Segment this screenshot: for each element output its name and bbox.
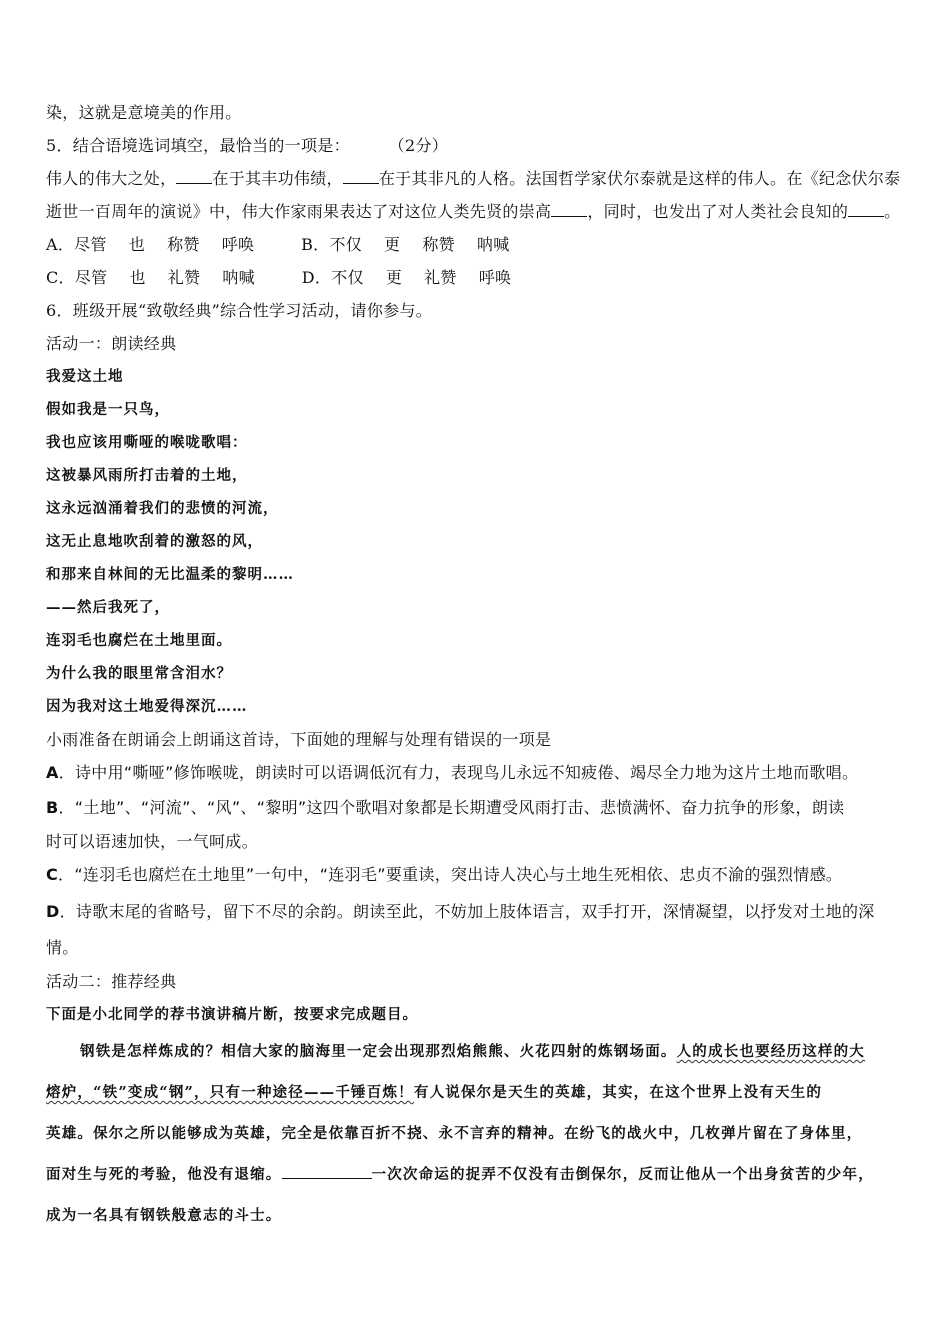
blank-3[interactable] — [551, 203, 587, 217]
poem-line: 因为我对这土地爱得深沉…… — [46, 698, 248, 715]
speech-line-1: 钢铁是怎样炼成的？相信大家的脑海里一定会出现那烈焰熊熊、火花四射的炼钢场面。人的成长也要经历这样的大 — [80, 1043, 866, 1060]
option-b[interactable]: B．不仅 更 称赞 呐喊 — [301, 235, 510, 254]
wavy-underlined-text: 人的成长也要经历这样的大 — [676, 1043, 866, 1060]
document-page — [46, 96, 916, 1236]
poem — [46, 360, 916, 723]
poem-line: 我也应该用嘶哑的喉咙歌唱： — [46, 434, 248, 451]
q6-question: 小雨准备在朗诵会上朗诵这首诗，下面她的理解与处理有错误的一项是 — [46, 730, 552, 749]
choice-b-continued: 时可以语速加快，一气呵成。 — [46, 832, 258, 851]
speech-line-4: 面对生与死的考验，他没有退缩。 一次次命运的捉弄不仅没有击倒保尔，反而让他从一个出身贫苦的少年， — [46, 1166, 874, 1183]
q5-options-row-2 — [46, 261, 916, 294]
poem-line: 和那来自林间的无比温柔的黎明…… — [46, 566, 294, 583]
answer-blank[interactable] — [282, 1165, 372, 1179]
activity-1-heading: 活动一：朗读经典 — [46, 334, 177, 353]
blank-2[interactable] — [343, 170, 379, 184]
poem-line: 为什么我的眼里常含泪水？ — [46, 665, 232, 682]
poem-line: ——然后我死了， — [46, 599, 170, 616]
blank-1[interactable] — [176, 170, 212, 184]
poem-line: 这无止息地吹刮着的激怒的风， — [46, 533, 263, 550]
q5-text-line-1: 伟人的伟大之处， 在于其丰功伟绩， 在于其非凡的人格。法国哲学家伏尔泰就是这样的伟人。在《纪念伏尔泰 — [46, 169, 901, 188]
wavy-underlined-text: 熔炉，“铁”变成“钢”，只有一种途径——千锤百炼！ — [46, 1084, 414, 1101]
blank-4[interactable] — [848, 203, 884, 217]
option-d[interactable]: D．不仅 更 礼赞 呼唤 — [301, 268, 512, 287]
speech-line-2: 熔炉，“铁”变成“钢”，只有一种途径——千锤百炼！有人说保尔是天生的英雄，其实，在这个世界上没有天生的 — [46, 1084, 823, 1101]
speech-excerpt — [46, 1031, 916, 1236]
choice-b[interactable]: B．“土地”、“河流”、“风”、“黎明”这四个歌唱对象都是长期遭受风雨打击、悲愤满怀、奋力抗争的形象，朗读 — [46, 798, 845, 817]
choice-c[interactable]: C．“连羽毛也腐烂在土地里”一句中，“连羽毛”要重读，突出诗人决心与土地生死相依、忠贞不渝的强烈情感。 — [46, 865, 843, 884]
poem-line: 假如我是一只鸟， — [46, 401, 170, 418]
q5-score: （2分） — [388, 136, 449, 155]
choice-d-continued: 情。 — [46, 938, 79, 957]
choice-a[interactable]: A．诗中用“嘶哑”修饰喉咙，朗读时可以语调低沉有力，表现鸟儿永远不知疲倦、竭尽全力地为这片土地而歌唱。 — [46, 763, 859, 782]
speech-line-5: 成为一名具有钢铁般意志的斗士。 — [46, 1207, 282, 1224]
q5-text-line-2: 逝世一百周年的演说》中，伟大作家雨果表达了对这位人类先贤的崇高 ，同时，也发出了对人类社会良知的 。 — [46, 202, 901, 221]
poem-line: 连羽毛也腐烂在土地里面。 — [46, 632, 232, 649]
option-c[interactable]: C．尽管 也 礼赞 呐喊 — [46, 268, 255, 287]
q6-stem: 6．班级开展“致敬经典”综合性学习活动，请你参与。 — [46, 301, 433, 320]
q5-stem-text: 5．结合语境选词填空，最恰当的一项是： — [46, 136, 350, 155]
speech-line-3: 英雄。保尔之所以能够成为英雄，完全是依靠百折不挠、永不言弃的精神。在纷飞的战火中，几枚弹片留在了身体里， — [46, 1125, 863, 1142]
activity-2-heading: 活动二：推荐经典 — [46, 972, 177, 991]
lead-line: 染，这就是意境美的作用。 — [46, 103, 242, 122]
poem-title: 我爱这土地 — [46, 368, 124, 385]
q5-stem — [46, 129, 916, 162]
option-a[interactable]: A．尽管 也 称赞 呼唤 — [46, 235, 255, 254]
choice-d[interactable]: D．诗歌末尾的省略号，留下不尽的余韵。朗读至此，不妨加上肢体语言，双手打开，深情凝望，以抒发对土地的深 — [46, 902, 875, 921]
poem-line: 这永远汹涌着我们的悲愤的河流， — [46, 500, 279, 517]
q5-options-row-1 — [46, 228, 916, 261]
poem-line: 这被暴风雨所打击着的土地， — [46, 467, 248, 484]
activity-2-intro: 下面是小北同学的荐书演讲稿片断，按要求完成题目。 — [46, 1006, 418, 1023]
